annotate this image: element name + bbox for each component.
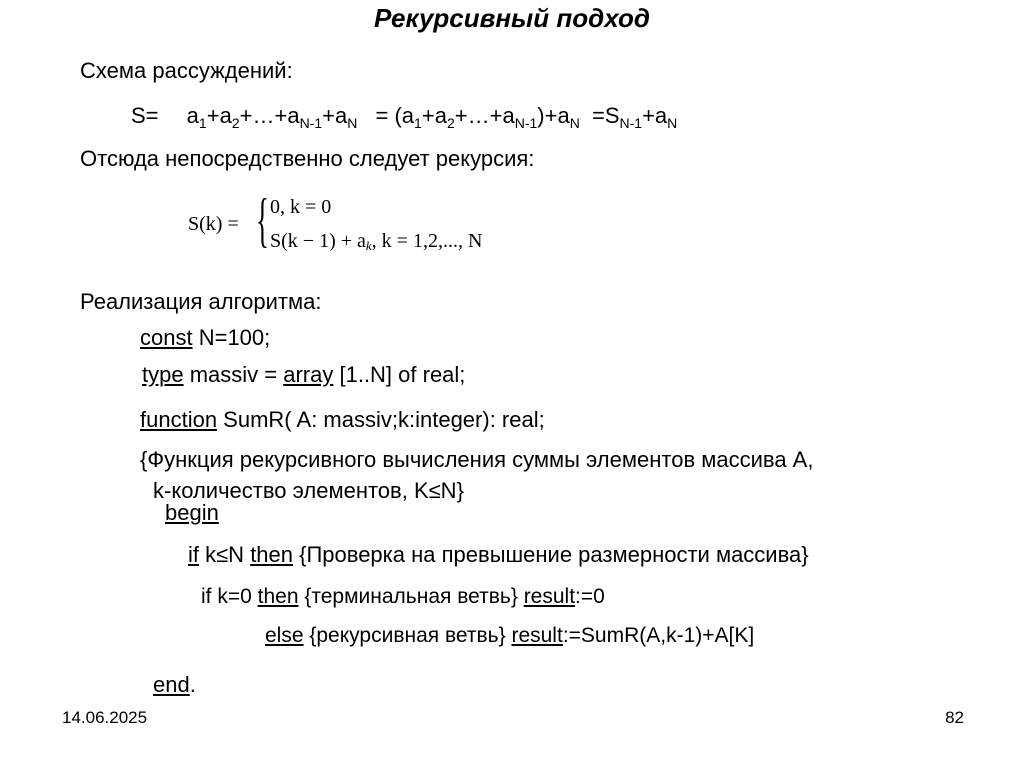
code-line-begin — [165, 500, 219, 526]
implementation-label: Реализация алгоритма: — [80, 289, 322, 314]
keyword-end: end — [153, 672, 190, 697]
code-line-inner-if: if k=0 then {терминальная ветвь} result:=0 — [201, 585, 605, 608]
keyword-then-inner: then — [257, 585, 299, 608]
keyword-type: type — [142, 362, 184, 387]
recurrence-case-2: S(k − 1) + ak, k = 1,2,..., N — [270, 230, 483, 253]
formula-term: a — [186, 103, 199, 128]
scheme-label: Схема рассуждений: — [80, 58, 293, 83]
keyword-then: then — [250, 542, 294, 567]
slide-title: Рекурсивный подход — [374, 3, 650, 33]
keyword-function: function — [140, 407, 218, 432]
code-line-const: const N=100; — [140, 325, 271, 350]
code-comment-line-2: k-количество элементов, K≤N} — [153, 478, 464, 503]
recurrence-case-1: 0, k = 0 — [270, 196, 332, 218]
recursion-label: Отсюда непосредственно следует рекурсия: — [80, 146, 535, 171]
code-line-type: type massiv = array [1..N] of real; — [142, 362, 466, 387]
formula-s-eq: S= — [131, 103, 159, 128]
keyword-result: result — [523, 585, 576, 608]
footer-date: 14.06.2025 — [62, 708, 148, 727]
keyword-else: else — [265, 624, 304, 647]
keyword-result-else: result — [511, 624, 563, 647]
code-line-end: end. — [153, 672, 196, 697]
code-line-if: if k≤N then {Проверка на превышение размерности массива} — [188, 542, 809, 567]
keyword-array: array — [283, 362, 334, 387]
page-number: 82 — [945, 708, 964, 727]
recurrence-lhs: S(k) = — [188, 213, 239, 235]
sum-formula: $S= a_1+a_2+\dots+a_{N-1}+a_N$ = $(a_1+a_2+\dots+a_{N-1})+a_N =S_{N-1}+a_N$ — [131, 103, 678, 131]
recurrence-brace: { — [256, 187, 269, 253]
code-line-else: else {рекурсивная ветвь} result:=SumR(A,k-1)+A[K] — [265, 624, 755, 647]
keyword-begin: begin — [165, 500, 219, 525]
keyword-if: if — [188, 542, 199, 567]
code-comment-line-1: {Функция рекурсивного вычисления суммы элементов массива A, — [140, 447, 814, 472]
keyword-const: const — [140, 325, 193, 350]
code-line-function: function SumR( A: massiv;k:integer): real; — [140, 407, 545, 432]
